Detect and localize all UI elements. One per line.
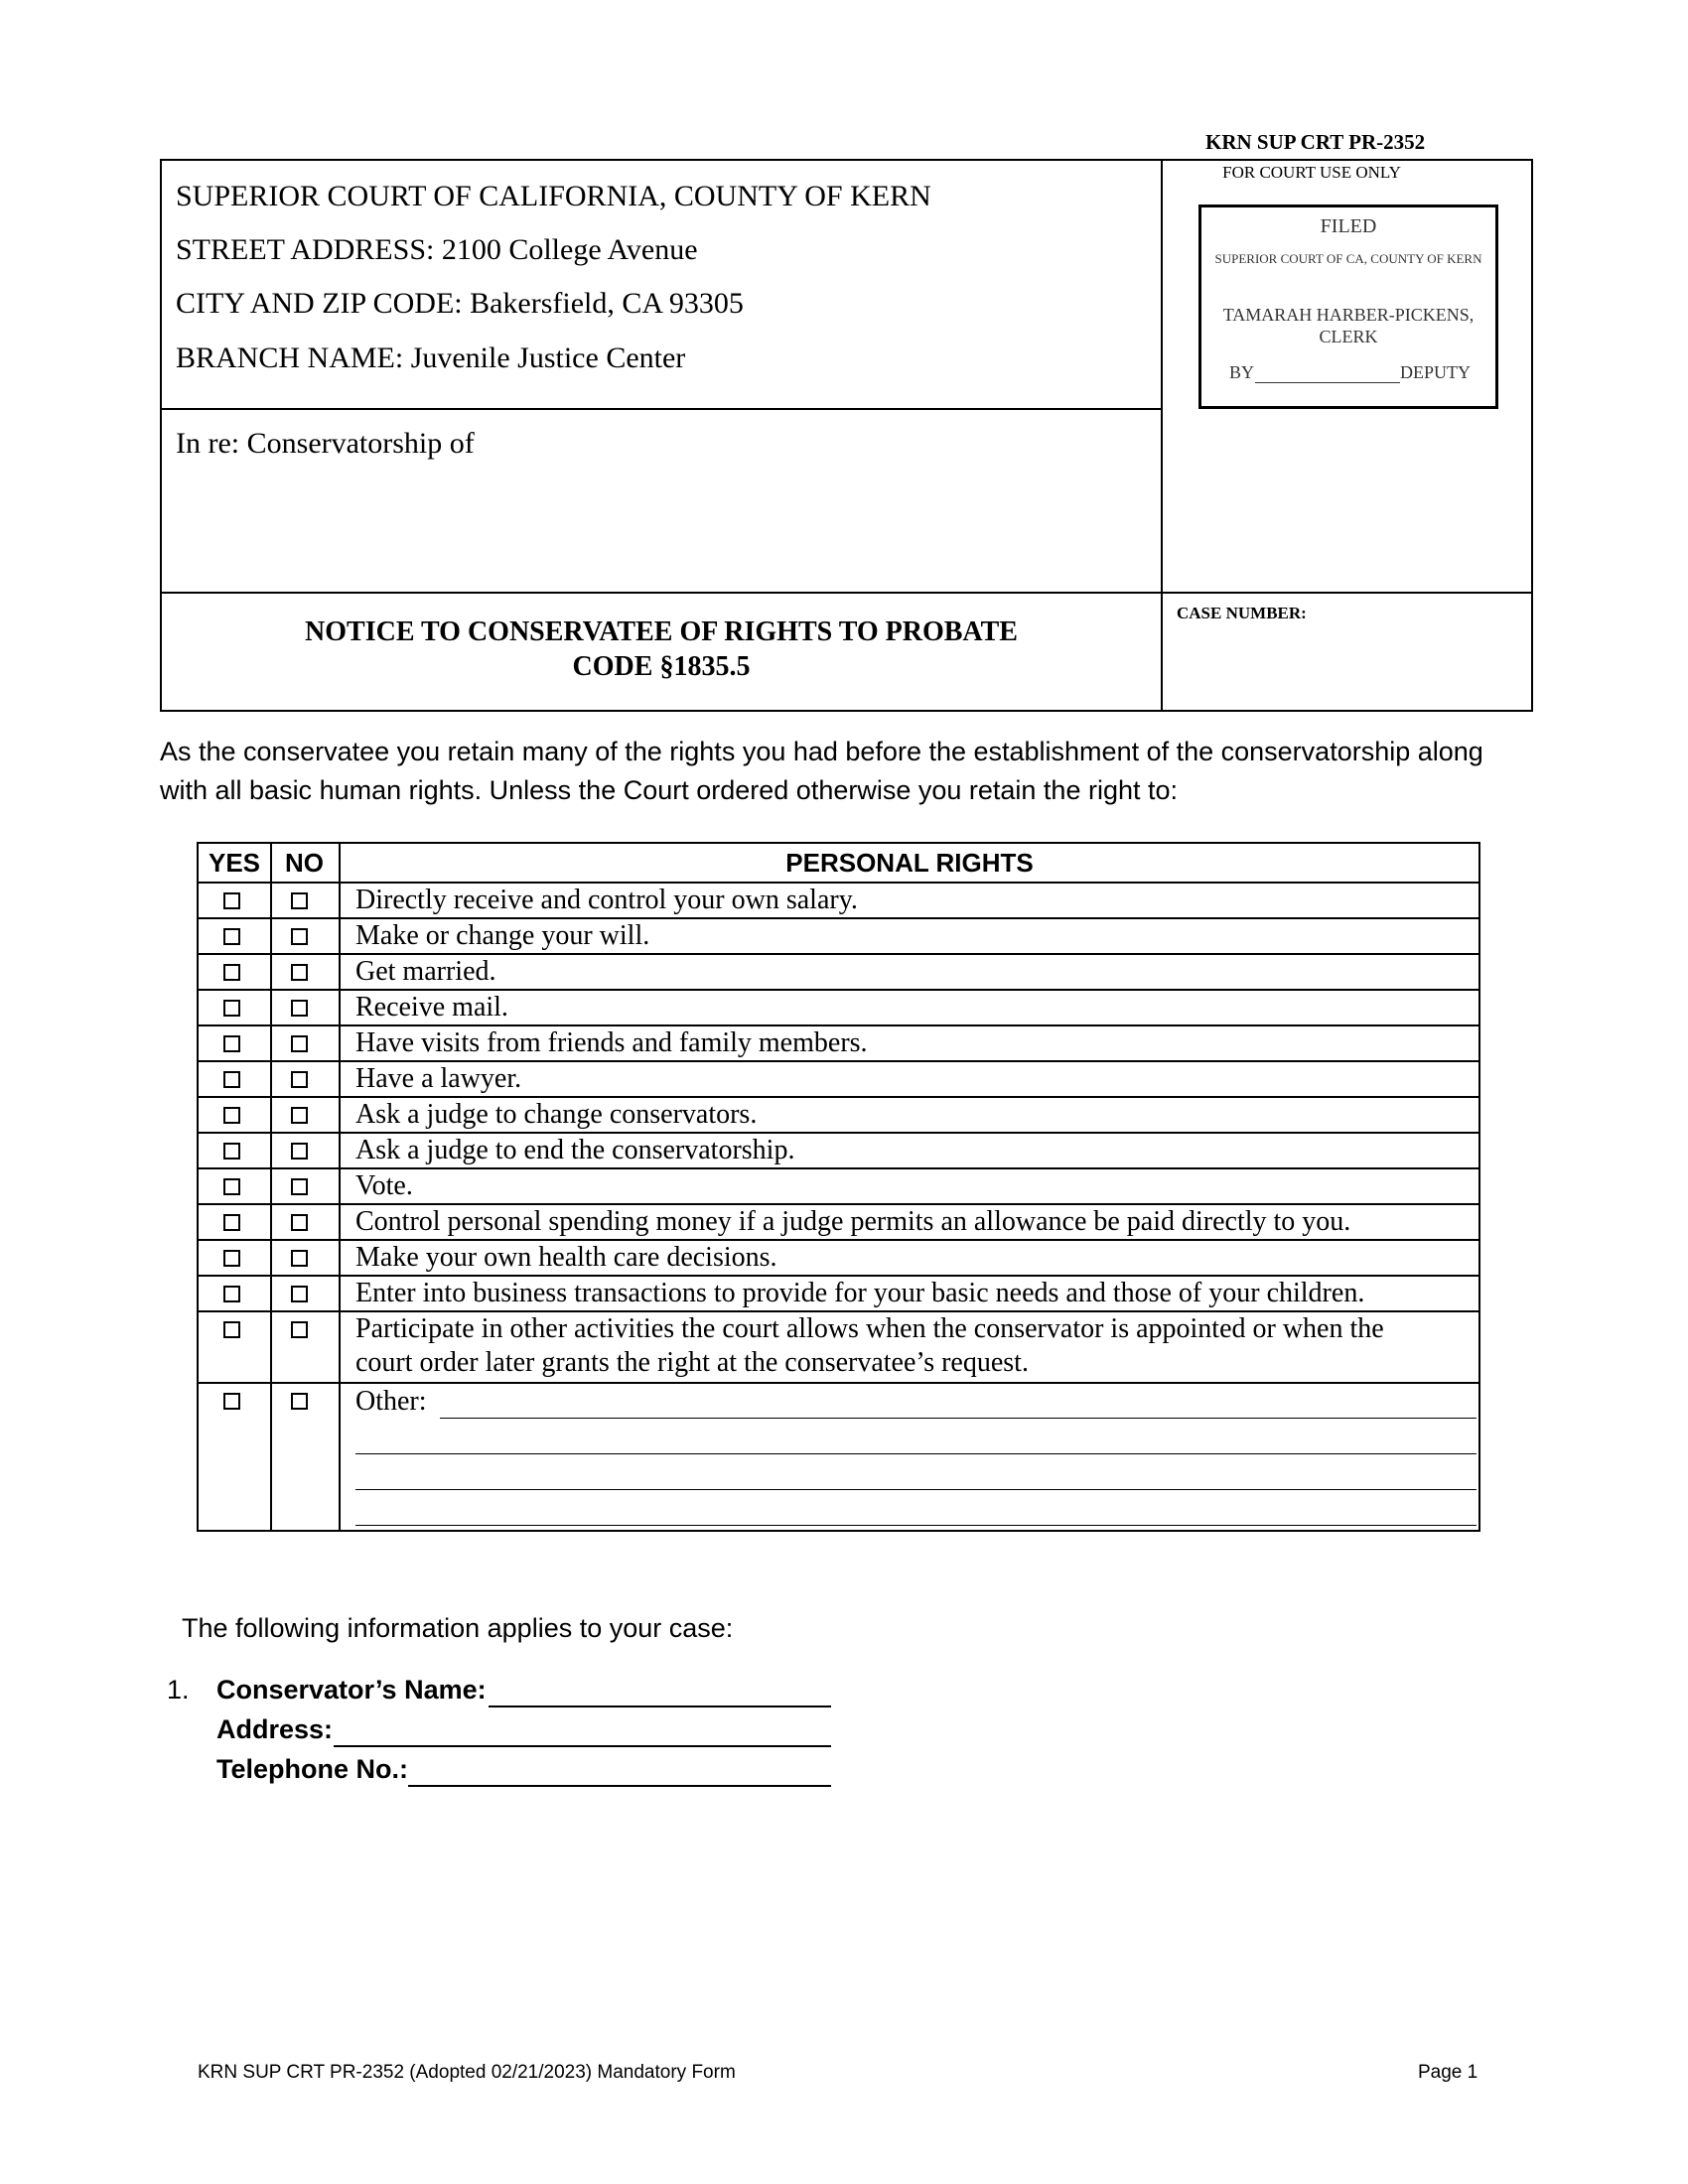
court-name: SUPERIOR COURT OF CALIFORNIA, COUNTY OF KERN [176,180,931,212]
form-title-line1: NOTICE TO CONSERVATEE OF RIGHTS TO PROBATE [305,616,1018,647]
no-checkbox[interactable] [291,892,308,909]
court-info [162,161,1161,410]
footer-form-info: KRN SUP CRT PR-2352 (Adopted 02/21/2023) Mandatory Form [198,2062,736,2083]
filed-stamp [1198,205,1498,409]
yes-checkbox[interactable] [223,1286,240,1302]
other-label: Other: [355,1386,427,1417]
yes-checkbox[interactable] [223,1393,240,1410]
other-line[interactable] [440,1418,1477,1419]
stamp-clerk-name: TAMARAH HARBER-PICKENS, [1222,305,1475,325]
in-re-label: In re: Conservatorship of [176,427,475,460]
header-yes: YES [208,848,261,878]
court-use-label: FOR COURT USE ONLY [1222,163,1401,182]
col-divider-yes [270,844,272,1530]
caption-left [162,161,1163,710]
form-title [162,592,1161,714]
right-text: Enter into business transactions to provide for your basic needs and those of your children. [355,1278,1365,1308]
header-no: NO [285,848,324,878]
right-text-continued: court order later grants the right at the conservatee’s request. [355,1347,1029,1378]
right-text: Ask a judge to end the conservatorship. [355,1135,795,1165]
right-text: Have a lawyer. [355,1063,522,1094]
address-label: Address: [216,1714,334,1744]
no-checkbox[interactable] [291,1000,308,1017]
yes-checkbox[interactable] [223,1321,240,1338]
no-checkbox[interactable] [291,1286,308,1302]
other-line[interactable] [355,1453,1477,1454]
right-text: Ask a judge to change conservators. [355,1099,758,1130]
right-text: Make your own health care decisions. [355,1242,777,1273]
right-text: Make or change your will. [355,920,650,951]
item-number: 1. [167,1675,190,1705]
other-line[interactable] [355,1525,1477,1526]
court-city: CITY AND ZIP CODE: Bakersfield, CA 93305 [176,287,744,320]
conservator-name-field[interactable] [489,1706,831,1707]
no-checkbox[interactable] [291,1107,308,1124]
col-divider-no [339,844,341,1530]
no-checkbox[interactable] [291,1214,308,1231]
no-checkbox[interactable] [291,1143,308,1160]
form-title-line2: CODE §1835.5 [572,651,751,682]
no-checkbox[interactable] [291,1393,308,1410]
no-checkbox[interactable] [291,1178,308,1195]
right-text: Vote. [355,1170,413,1201]
case-number-label: CASE NUMBER: [1177,604,1307,622]
right-text: Receive mail. [355,992,508,1023]
yes-checkbox[interactable] [223,1178,240,1195]
right-text: Control personal spending money if a judge permits an allowance be paid directly to you. [355,1206,1351,1237]
case-info-heading: The following information applies to your case: [182,1613,734,1643]
right-text: Directly receive and control your own salary. [355,885,858,915]
court-branch: BRANCH NAME: Juvenile Justice Center [176,341,686,374]
no-checkbox[interactable] [291,1035,308,1052]
form-code: KRN SUP CRT PR-2352 [1205,130,1426,154]
yes-checkbox[interactable] [223,1071,240,1088]
footer-page-number: Page 1 [1418,2062,1478,2083]
right-text: Participate in other activities the court allows when the conservator is appointed or when the [355,1313,1384,1344]
stamp-court: SUPERIOR COURT OF CA, COUNTY OF KERN [1214,251,1482,266]
stamp-by: BY [1229,362,1255,382]
stamp-clerk-title: CLERK [1319,327,1378,346]
stamp-filed: FILED [1320,215,1377,237]
right-text: Get married. [355,956,496,987]
telephone-field[interactable] [408,1785,831,1787]
yes-checkbox[interactable] [223,892,240,909]
no-checkbox[interactable] [291,964,308,981]
yes-checkbox[interactable] [223,1035,240,1052]
no-checkbox[interactable] [291,1071,308,1088]
intro-line1: As the conservatee you retain many of the rights you had before the establishment of the conservatorship along [160,737,1483,766]
case-number-box[interactable] [1163,592,1533,714]
court-street: STREET ADDRESS: 2100 College Avenue [176,233,698,266]
no-checkbox[interactable] [291,1250,308,1267]
yes-checkbox[interactable] [223,1250,240,1267]
address-field[interactable] [334,1745,831,1747]
yes-checkbox[interactable] [223,1107,240,1124]
no-checkbox[interactable] [291,1321,308,1338]
conservator-name-label: Conservator’s Name: [216,1675,487,1705]
telephone-label: Telephone No.: [216,1754,408,1784]
yes-checkbox[interactable] [223,928,240,945]
caption-box [160,159,1533,712]
court-use-area [1163,161,1533,710]
yes-checkbox[interactable] [223,964,240,981]
no-checkbox[interactable] [291,928,308,945]
stamp-signature-line [1255,382,1400,383]
yes-checkbox[interactable] [223,1214,240,1231]
other-line[interactable] [355,1489,1477,1490]
rights-table [197,842,1480,1532]
header-personal-rights: PERSONAL RIGHTS [785,848,1034,878]
intro-line2: with all basic human rights. Unless the Court ordered otherwise you retain the right to: [160,775,1179,805]
yes-checkbox[interactable] [223,1000,240,1017]
stamp-deputy: DEPUTY [1400,362,1471,382]
yes-checkbox[interactable] [223,1143,240,1160]
right-text: Have visits from friends and family members. [355,1027,868,1058]
